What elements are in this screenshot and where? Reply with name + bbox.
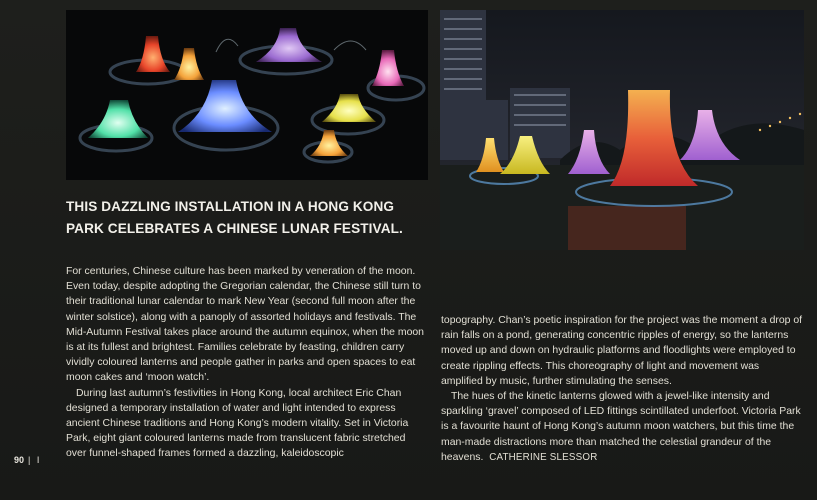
night-park-photo [440,10,804,250]
body-paragraph: topography. Chan’s poetic inspiration for the project was the moment a drop of rain falls on a pond, generating concentric ripples of energy, so the lanterns moved up and down on hydraulic platforms and floodlights were employed to create rippling effects. This choreography of light and movement was amplified by music, further stimulating the senses. [441,315,803,387]
body-paragraph-text: The hues of the kinetic lanterns glowed with a jewel-like intensity and sparkling ‘gravel’ composed of LED fittings scintillated underfoot. Victoria Park is a favourite haunt of Hong Kong’s autumn moon watchers, but this time the man-made distractions more than matched the celestial grandeur of the heavens. [441,391,801,463]
folio-section-mark: I [36,455,40,465]
aerial-lanterns-photo [66,10,428,180]
author-byline: CATHERINE SLESSOR [489,451,598,463]
aerial-lanterns-image [66,10,428,180]
night-park-image [440,10,804,250]
body-paragraph [441,389,803,465]
folio-separator: | [28,455,31,465]
body-paragraph: During last autumn’s festivities in Hong Kong, local architect Eric Chan designed a temporary installation of water and light intended to express ancient Chinese traditions and Hong Kong’s modern vitality. Set in Victoria Park, eight giant coloured lanterns made from translucent fabric stretched over funnel-shaped frames formed a dazzling, kaleidoscopic [66,387,409,460]
article-headline: THIS DAZZLING INSTALLATION IN A HONG KONG PARK CELEBRATES A CHINESE LUNAR FESTIVAL. [66,199,403,236]
page-folio [14,455,39,465]
body-paragraph: For centuries, Chinese culture has been marked by veneration of the moon. Even today, despite adopting the Gregorian calendar, the Chinese still turn to their traditional lunar calendar to mark New Year (second full moon after the winter solstice), along with a panoply of assorted holidays and festivals. The Mid-Autumn Festival takes place around the autumn equinox, when the moon is at its fullest and brightest. Families celebrate by feasting, children carry vividly coloured lanterns and people gather in parks and open spaces to eat moon cakes and ‘moon watch’. [66,266,424,384]
right-text-column [441,313,803,465]
page-number: 90 [14,455,25,465]
left-text-column [66,264,428,462]
